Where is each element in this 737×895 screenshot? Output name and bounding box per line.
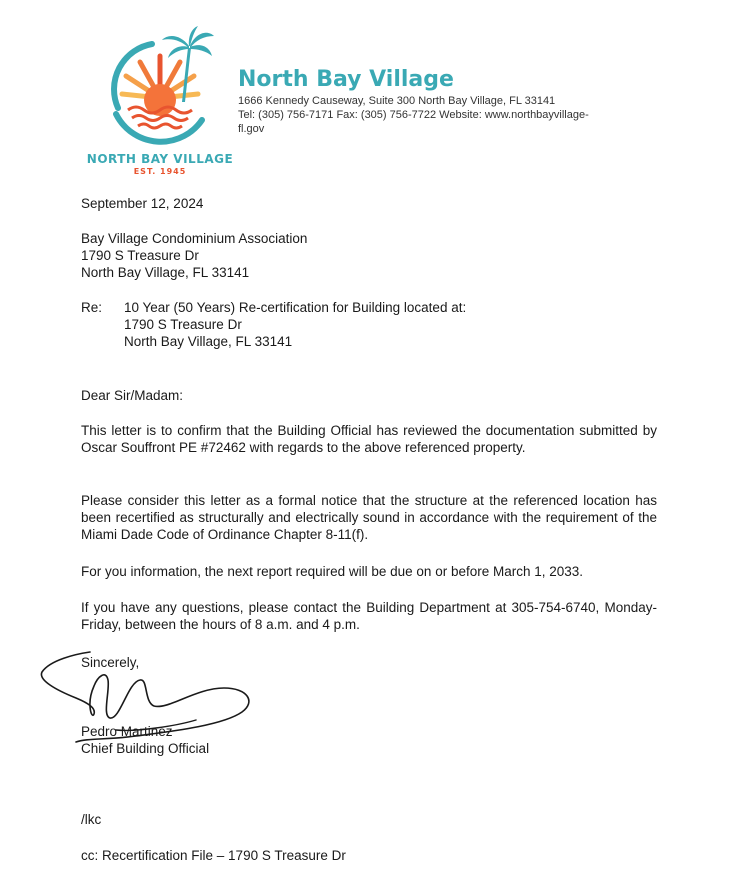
- logo-name: NORTH BAY VILLAGE: [86, 152, 234, 166]
- organization-address: 1666 Kennedy Causeway, Suite 300 North Bay Village, FL 33141: [238, 95, 556, 107]
- organization-name: North Bay Village: [238, 67, 454, 92]
- closing: Sincerely,: [81, 655, 140, 670]
- salutation: Dear Sir/Madam:: [81, 388, 184, 403]
- logo-established: EST. 1945: [133, 167, 187, 176]
- organization-contact-line-2: fl.gov: [238, 123, 265, 135]
- subject-line-1: 10 Year (50 Years) Re-certification for Building located at:: [124, 300, 467, 315]
- signer-title: Chief Building Official: [81, 741, 210, 756]
- north-bay-village-logo: [104, 24, 216, 148]
- body-paragraph-4: If you have any questions, please contact the Building Department at 305-754-6740, Monday-Friday, between the hours of 8 a.m. and 4 p.m.: [81, 600, 657, 632]
- letterhead-contact: [238, 66, 658, 136]
- logo-wordmark: [82, 152, 238, 176]
- recipient-line-1: Bay Village Condominium Association: [81, 231, 308, 246]
- body-paragraph-1: This letter is to confirm that the Building Official has reviewed the documentation submitted by Oscar Souffront PE #72462 with regards to the above referenced property.: [81, 423, 657, 455]
- signer-name: Pedro Martinez: [81, 724, 173, 739]
- body-paragraph-3: For you information, the next report required will be due on or before March 1, 2033.: [81, 564, 584, 579]
- recipient-line-3: North Bay Village, FL 33141: [81, 265, 250, 280]
- carbon-copy: cc: Recertification File – 1790 S Treasure Dr: [81, 848, 346, 863]
- body-paragraph-2: Please consider this letter as a formal notice that the structure at the referenced location has been recertified as structurally and electrically sound in accordance with the requirement of the Miami Dade Code of Ordinance Chapter 8-11(f).: [81, 493, 657, 542]
- subject-line-2: 1790 S Treasure Dr: [124, 317, 242, 332]
- typist-initials: /lkc: [81, 812, 102, 827]
- letter-date: September 12, 2024: [81, 196, 204, 211]
- subject-line-3: North Bay Village, FL 33141: [124, 334, 293, 349]
- recipient-line-2: 1790 S Treasure Dr: [81, 248, 199, 263]
- organization-contact-line-1: Tel: (305) 756-7171 Fax: (305) 756-7722 Website: www.northbayvillage-: [238, 109, 589, 121]
- subject-label: Re:: [81, 300, 103, 315]
